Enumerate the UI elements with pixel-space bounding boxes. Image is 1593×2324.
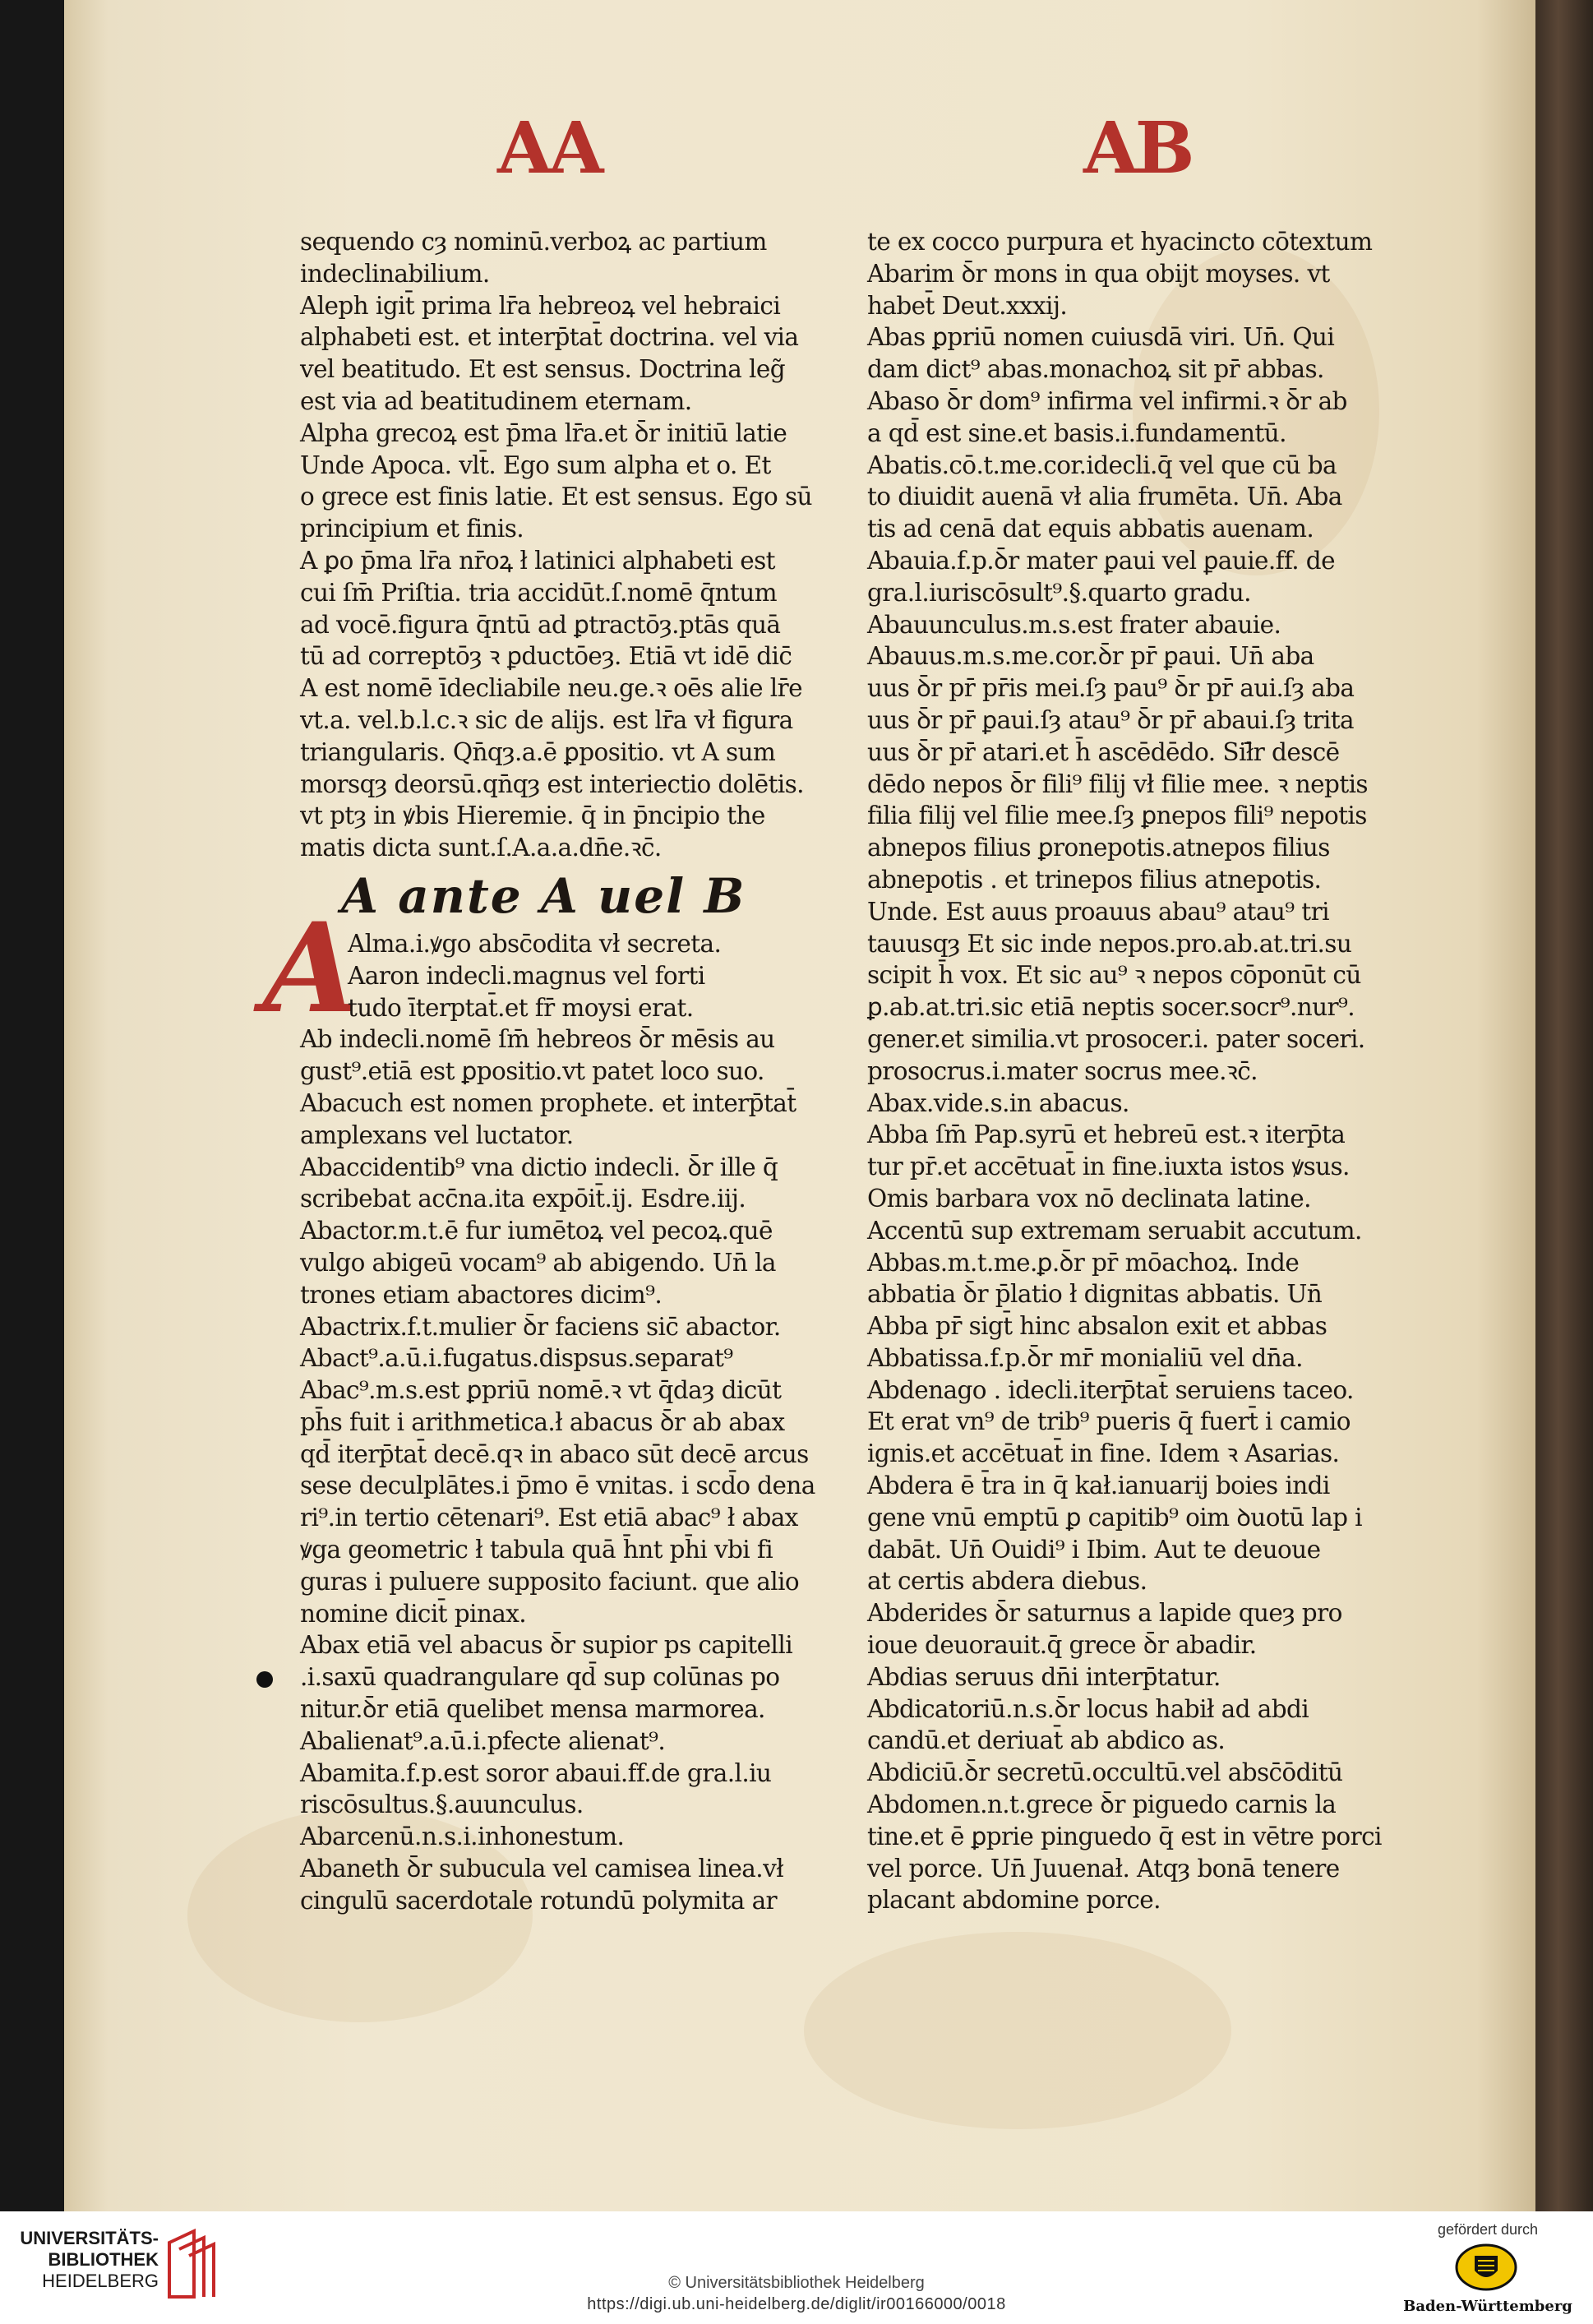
left-column <box>300 226 826 1917</box>
text-line: te ex cocco purpura et hyacincto cōtextum <box>867 228 1373 256</box>
text-line: qd̄ iterp̄tat̄ decē.qꝛ in abaco sūt decē arcus <box>300 1439 809 1468</box>
funding-label: gefördert durch <box>1437 2221 1539 2238</box>
text-line: candū.et deriuat̄ ab abdico as. <box>867 1726 1226 1755</box>
text-line: Accentū sup extremam seruabit accutum. <box>867 1216 1362 1245</box>
text-line: Abarim ꝺ̄r mons in qua obijt moyses. vt <box>867 259 1330 288</box>
text-line: gust⁹.etiā est ꝑpositio.vt patet loco suo. <box>300 1057 764 1086</box>
text-line: Abauia.f.p.ꝺ̄r mater ꝑaui vel ꝑauie.ff. de <box>867 546 1335 575</box>
text-line: Abacuch est nomen prophete. et interp̄tat̄ <box>300 1088 796 1117</box>
text-line: uus ꝺ̄r pr̄ atari.et h̄ ascēdēdo. Sił̄r descē <box>867 737 1340 766</box>
text-line: cui ſm̄ Priſtia. tria accidūt.ſ.nomē q̄ntum <box>300 578 778 607</box>
text-line: at certis abdera diebus. <box>867 1567 1147 1596</box>
text-line: tudo īterptat̄.et fr̄ moysi erat. <box>348 993 694 1022</box>
text-line: nomine dicit̄ pinax. <box>300 1599 527 1628</box>
section-heading: A ante A uel B <box>341 867 746 924</box>
text-line: abnepotis . et trinepos filius atnepotis. <box>867 865 1322 894</box>
text-line: nitur.ꝺ̄r etiā quelibet mensa marmorea. <box>300 1695 765 1724</box>
text-line: tine.et ē ꝑprie pinguedo q̄ est in vētre porci <box>867 1822 1382 1850</box>
text-line: Abauus.m.s.me.cor.ꝺ̄r pr̄ ꝑaui. Un̄ aba <box>867 642 1314 671</box>
text-line: ꝑ.ab.at.tri.sic etiā neptis socer.socr⁹.nur⁹. <box>867 993 1355 1022</box>
text-line: guras i puluere supposito faciunt. que alio <box>300 1567 800 1596</box>
permalink-url[interactable]: https://digi.ub.uni-heidelberg.de/diglit/ir00166000/0018 <box>587 2295 1006 2313</box>
text-line: gener.et similia.vt prosocer.i. pater soceri. <box>867 1024 1365 1053</box>
library-logo-text[interactable]: UNIVERSITÄTS- BIBLIOTHEK HEIDELBERG <box>20 2228 159 2291</box>
text-line: prosocrus.i.mater socrus mee.ꝛc̄. <box>867 1056 1258 1085</box>
text-line: Abactrix.f.t.mulier ꝺ̄r faciens sic̄ abactor. <box>300 1312 781 1341</box>
margin-dot <box>256 1671 273 1688</box>
text-line: tur pr̄.et accētuat̄ in fine.iuxta istos ꝟsus. <box>867 1153 1350 1181</box>
text-line: Abax etiā vel abacus ꝺ̄r supior ps capitelli <box>300 1631 793 1660</box>
text-line: abbatia ꝺ̄r p̄latio ł dignitas abbatis. Un̄ <box>867 1280 1323 1309</box>
running-head-right: AB <box>1083 107 1192 190</box>
text-line: Abact⁹.a.ū.i.fugatus.dispsus.separat⁹ <box>300 1344 733 1373</box>
text-line: cingulū sacerdotale rotundū polymita ar <box>300 1886 778 1915</box>
text-line: Abaso ꝺ̄r dom⁹ infirma vel infirmi.ꝛ ꝺ̄r ab <box>867 386 1347 415</box>
text-line: tū ad correptōȝ ꝛ ꝑductōeȝ. Etiā vt idē dic̄ <box>300 642 792 671</box>
text-line: tis ad cenā dat equis abbatis auenam. <box>867 515 1314 543</box>
running-head-left: AA <box>497 107 601 190</box>
text-line: Abatis.cō.t.me.cor.idecli.q̄ vel que cū ba <box>867 450 1337 479</box>
text-line: est via ad beatitudinem eternam. <box>300 386 692 415</box>
left-column-top-text <box>300 226 826 864</box>
text-line: Abbas.m.t.me.ꝑ.ꝺ̄r pr̄ mōachoꝝ. Inde <box>867 1248 1300 1277</box>
text-line: Abax.vide.s.in abacus. <box>867 1088 1129 1117</box>
text-line: Abdomen.n.t.grece ꝺ̄r piguedo carnis la <box>867 1790 1337 1819</box>
text-line: sequendo cȝ nominū.verboꝝ ac partium <box>300 228 767 256</box>
funder-name: Baden-Württemberg <box>1403 2298 1572 2315</box>
text-line: a qd̄ est sine.et basis.i.fundamentū. <box>867 418 1286 447</box>
text-line: tauusqȝ Et sic inde nepos.pro.ab.at.tri.su <box>867 929 1352 958</box>
text-line: Abdiciū.ꝺ̄r secretū.occultū.vel absc̄ōditū <box>867 1758 1343 1787</box>
text-line: A ꝑo p̄ma lr̄a nr̄oꝝ ł latinici alphabeti est <box>300 546 775 575</box>
text-line: vt.a. vel.b.l.c.ꝛ sic de alijs. est lr̄a vł figura <box>300 705 793 734</box>
text-line: Abderides ꝺ̄r saturnus a lapide queȝ pro <box>867 1599 1342 1628</box>
text-line: Abdenago . idecli.iterp̄tat̄ seruiens taceo. <box>867 1375 1354 1404</box>
text-line: filia filij vel filie mee.ſȝ ꝑnepos fili⁹ nepotis <box>867 802 1367 830</box>
text-line: alphabeti est. et interp̄tat̄ doctrina. vel via <box>300 323 799 352</box>
decorated-initial: A <box>263 896 359 1041</box>
text-line: Abac⁹.m.s.est ꝑpriū nomē.ꝛ vt q̄daȝ dicūt <box>300 1376 782 1405</box>
text-line: Abas ꝑpriū nomen cuiusdā viri. Un̄. Qui <box>867 323 1335 352</box>
text-line: vel beatitudo. Et est sensus. Doctrina leg̃ <box>300 355 785 384</box>
text-line: amplexans vel luctator. <box>300 1120 574 1149</box>
text-line: trones etiam abactores dicim⁹. <box>300 1280 663 1309</box>
text-line: Ab indecli.nomē ſm̄ hebreos ꝺ̄r mēsis au <box>300 1025 775 1054</box>
text-line: ad vocē.figura q̄ntū ad ꝑtractōȝ.ptās quā <box>300 610 781 639</box>
text-line: Abdera ē t̄ra in q̄ kał.ianuarij boies indi <box>867 1472 1330 1500</box>
text-line: sese deculplātes.i p̄mo ē vnitas. i scd̄o dena <box>300 1472 815 1500</box>
left-column-bottom-text <box>300 928 826 1917</box>
text-line: gra.l.iuriscōsult⁹.§.quarto gradu. <box>867 578 1251 607</box>
text-line: Abba ſm̄ Pap.syrū et hebreū est.ꝛ iterp̄ta <box>867 1120 1346 1149</box>
text-line: Abbatissa.f.p.ꝺ̄r mr̄ monialiū vel dn̄a. <box>867 1343 1303 1372</box>
text-line: Abba pr̄ sigt̄ hinc absalon exit et abbas <box>867 1312 1328 1341</box>
text-line: vulgo abigeū vocam⁹ ab abigendo. Un̄ la <box>300 1248 776 1277</box>
text-line: .i.saxū quadrangulare qd̄ sup colūnas po <box>300 1663 780 1692</box>
text-line: habet̄ Deut.xxxij. <box>867 291 1068 320</box>
text-line: principium et finis. <box>300 515 524 543</box>
text-line: vt ptȝ in ꝟbis Hieremie. q̄ in p̄ncipio the <box>300 802 765 830</box>
text-line: ioue deuorauit.q̄ grece ꝺ̄r abadir. <box>867 1631 1257 1660</box>
text-line: Abactor.m.t.ē fur iumētoꝝ vel pecoꝝ.quē <box>300 1217 773 1245</box>
text-line: ph̄s fuit i arithmetica.ł abacus ꝺ̄r ab abax <box>300 1407 785 1436</box>
text-line: riscōsultus.§.auunculus. <box>300 1790 584 1819</box>
text-line: morsqȝ deorsū.qn̄qȝ est interiectio dolētis. <box>300 769 804 798</box>
text-line: Abamita.f.p.est soror abaui.ff.de gra.l.iu <box>300 1758 772 1787</box>
text-line: Unde Apoca. vlt̄. Ego sum alpha et o. Et <box>300 450 771 479</box>
text-line: Aleph igit̄ prima lr̄a hebreoꝝ vel hebraici <box>300 291 781 320</box>
text-line: vel porce. Un̄ Juuenał. Atqȝ bonā tenere <box>867 1854 1340 1883</box>
text-line: matis dicta sunt.ſ.A.a.a.dn̄e.ꝛc̄. <box>300 834 662 862</box>
text-line: Unde. Est auus proauus abau⁹ atau⁹ tri <box>867 897 1329 926</box>
text-line: Abarcenū.n.s.i.inhonestum. <box>300 1823 625 1851</box>
book-edge <box>1535 0 1593 2211</box>
text-line: to diuidit auenā vł alia frumēta. Un̄. Aba <box>867 483 1342 511</box>
text-line: Omis barbara vox nō declinata latine. <box>867 1184 1311 1213</box>
text-line: Abalienat⁹.a.ū.i.pfecte alienat⁹. <box>300 1726 666 1755</box>
text-line: Alma.i.ꝟgo absc̄odita vł secreta. <box>348 929 722 958</box>
baden-wuerttemberg-crest-icon[interactable] <box>1453 2243 1519 2292</box>
text-line: Abaneth ꝺ̄r subucula vel camisea linea.vł <box>300 1855 784 1883</box>
text-line: A est nomē īdecliabile neu.ge.ꝛ oēs alie lr̄e <box>300 674 802 703</box>
text-line: indeclinabilium. <box>300 259 490 288</box>
text-line: dēdo nepos ꝺ̄r fili⁹ filij vł filie mee. ꝛ neptis <box>867 769 1368 798</box>
text-line: Aaron indecli.magnus vel forti <box>348 961 705 990</box>
text-line: ꝟga geometric ł tabula quā h̄nt ph̄i vbi fi <box>300 1536 773 1564</box>
text-line: scribebat acc̄na.ita expōit̄.ij. Esdre.iij. <box>300 1185 746 1213</box>
text-line: Abdicatoriū.n.s.ꝺ̄r locus habił ad abdi <box>867 1694 1309 1723</box>
text-line: triangularis. Qn̄qȝ.a.ē ꝑpositio. vt A sum <box>300 737 776 766</box>
text-line: uus ꝺ̄r pr̄ ꝑaui.ſȝ atau⁹ ꝺ̄r pr̄ abaui.ſȝ trita <box>867 705 1354 734</box>
copyright-notice: © Universitätsbibliothek Heidelberg <box>668 2274 925 2292</box>
text-line: dabāt. Un̄ Ouidi⁹ i Ibim. Aut te deuoue <box>867 1535 1321 1564</box>
text-line: ri⁹.in tertio cētenari⁹. Est etiā abac⁹ ł abax <box>300 1504 798 1532</box>
right-column <box>867 226 1393 1916</box>
right-column-text <box>867 226 1393 1916</box>
text-line: Abdias seruus dn̄i interp̄tatur. <box>867 1662 1221 1691</box>
text-line: o grece est finis latie. Et est sensus. Ego sū <box>300 483 812 511</box>
text-line: placant abdomine porce. <box>867 1886 1161 1915</box>
text-line: Abauunculus.m.s.est frater abauie. <box>867 610 1281 639</box>
text-line: uus ꝺ̄r pr̄ pr̄is mei.ſȝ pau⁹ ꝺ̄r pr̄ aui.ſȝ aba <box>867 674 1355 703</box>
text-line: Alpha grecoꝝ est p̄ma lr̄a.et ꝺ̄r initiū latie <box>300 418 787 447</box>
text-line: scipit h̄ vox. Et sic au⁹ ꝛ nepos cōponūt cū <box>867 961 1361 990</box>
text-line: Abaccidentib⁹ vna dictio indecli. ꝺ̄r ille q̄ <box>300 1153 778 1181</box>
text-line: abnepos filius ꝑronepotis.atnepos filius <box>867 834 1330 862</box>
text-line: ignis.et accētuat̄ in fine. Idem ꝛ Asarias. <box>867 1439 1340 1468</box>
text-line: gene vnū emptū ꝑ capitib⁹ oim ꝺuotū lap i <box>867 1503 1362 1532</box>
text-line: dam dict⁹ abas.monachoꝝ sit pr̄ abbas. <box>867 355 1324 384</box>
text-line: Et erat vn⁹ de trib⁹ pueris q̄ fuert̄ i camio <box>867 1407 1351 1436</box>
